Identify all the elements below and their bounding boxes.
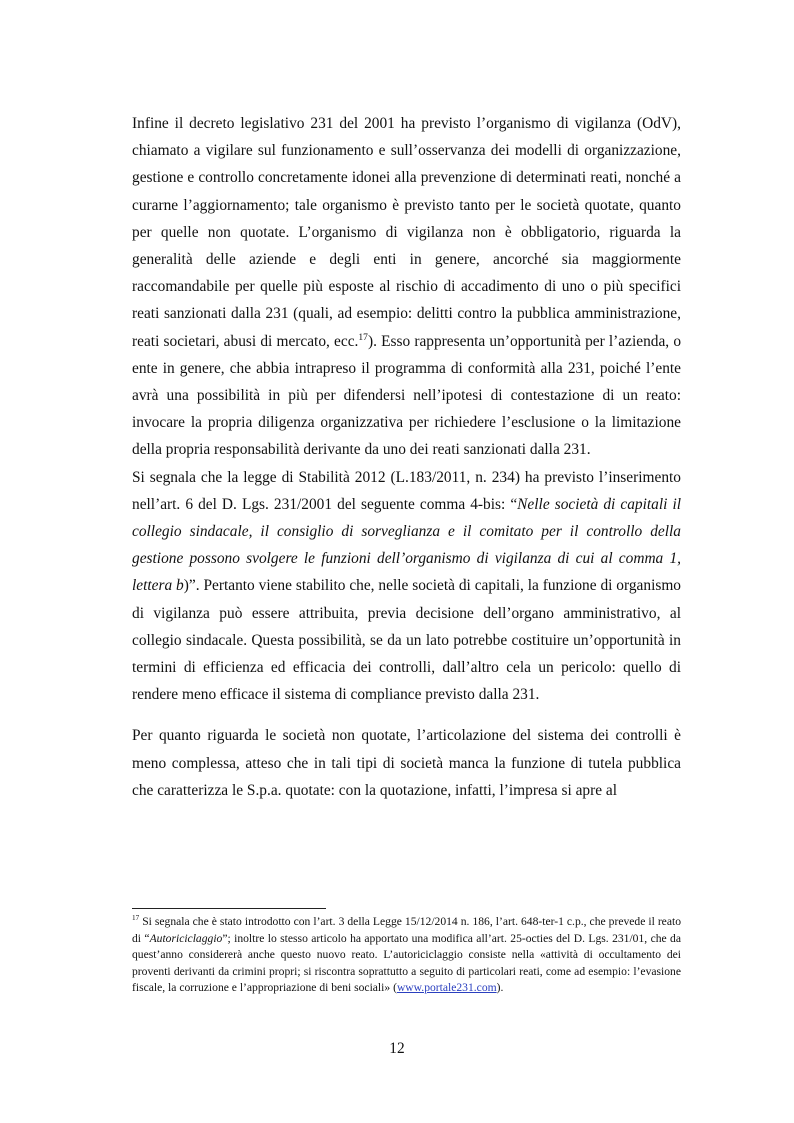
paragraph-stabilita-text-1: Si segnala che la legge di Stabilità 2012 (L.183/2011, n. 234) ha previsto l’inserimento nell’art. 6 del D. Lgs. 231/2001 del seguente comma 4-bis: “: [132, 468, 681, 513]
paragraph-non-quotate: Per quanto riguarda le società non quotate, l’articolazione del sistema dei controlli è meno complessa, atteso che in tali tipi di società manca la funzione di tutela pubblica che caratterizza le S.p.a. quotate: con la quotazione, infatti, l’impresa si apre al: [132, 727, 681, 799]
portale231-link[interactable]: www.portale231.com: [396, 981, 497, 995]
footnote-text-1: Si segnala che è stato introdotto con l’art. 3 della Legge 15/12/2014 n. 186, l’art. 648-ter-1 c.p., che prevede il reato di “: [132, 915, 681, 945]
footnote-text-2: ”; inoltre lo stesso articolo ha apportato una modifica all’art. 25-octies del D. Lgs. 231/01, che da quest’anno considererà anche questo nuovo reato. L’autoriciclaggio consiste nella «attività di occultamento dei proventi derivanti da crimini propri; si riscontra soprattutto a seguito di particolari reati, come ad esempio: l’evasione fiscale, la corruzione e l’appropriazione di beni sociali» (: [132, 931, 681, 995]
footnote-17: [132, 914, 681, 997]
comma-4bis-quote: Nelle società di capitali il collegio sindacale, il consiglio di sorveglianza e il comitato per il controllo della gestione possono svolgere le funzioni dell’organismo di vigilanza di cui al comma 1, lettera b: [132, 495, 681, 595]
page-number: 12: [389, 1040, 405, 1057]
footnote-reference[interactable]: 17: [358, 331, 368, 343]
footnote-text-3: ).: [496, 981, 504, 995]
paragraph-stabilita: [132, 464, 681, 709]
footnote: [132, 914, 681, 997]
paragraph-odv-text-1: Infine il decreto legislativo 231 del 2001 ha previsto l’organismo di vigilanza (OdV), chiamato a vigilare sul funzionamento e sull’osservanza dei modelli di organizzazione, gestione e controllo concretamente idonei alla prevenzione di determinati reati, nonché a curarne l’aggiornamento; tale organismo è previsto tanto per le società quotate, quanto per quelle non quotate. L’organismo di vigilanza non è obbligatorio, riguarda la generalità delle aziende e degli enti in genere, ancorché sia maggiormente raccomandabile per quelle più esposte al rischio di accadimento di uno o più specifici reati sanzionati dalla 231 (quali, ad esempio: delitti contro la pubblica amministrazione, reati societari, abusi di mercato, ecc.: [132, 115, 681, 350]
paragraph-stabilita-text-2: )”. Pertanto viene stabilito che, nelle società di capitali, la funzione di organismo di vigilanza può essere attribuita, previa decisione dell’organo amministrativo, al collegio sindacale. Questa possibilità, se da un lato potrebbe costituire un’opportunità in termini di efficienza ed efficacia dei controlli, dall’altro cela un pericolo: quello di rendere meno efficace il sistema di compliance previsto dalla 231.: [132, 577, 682, 704]
footnote-divider: [132, 908, 326, 909]
paragraph-odv-text-2: ). Esso rappresenta un’opportunità per l’azienda, o ente in genere, che abbia intrapreso il programma di conformità alla 231, poiché l’ente avrà una possibilità in più per difendersi nell’ipotesi di contestazione di un reato: invocare la propria diligenza organizzativa per richiedere l’esclusione o la limitazione della propria responsabilità derivante da uno dei reati sanzionati dalla 231.: [132, 332, 682, 459]
main-text: [132, 110, 681, 804]
paragraph-odv: [132, 110, 681, 464]
footnote-number: 17: [132, 914, 140, 923]
footnote-italic-term: Autoriciclaggio: [149, 931, 223, 945]
